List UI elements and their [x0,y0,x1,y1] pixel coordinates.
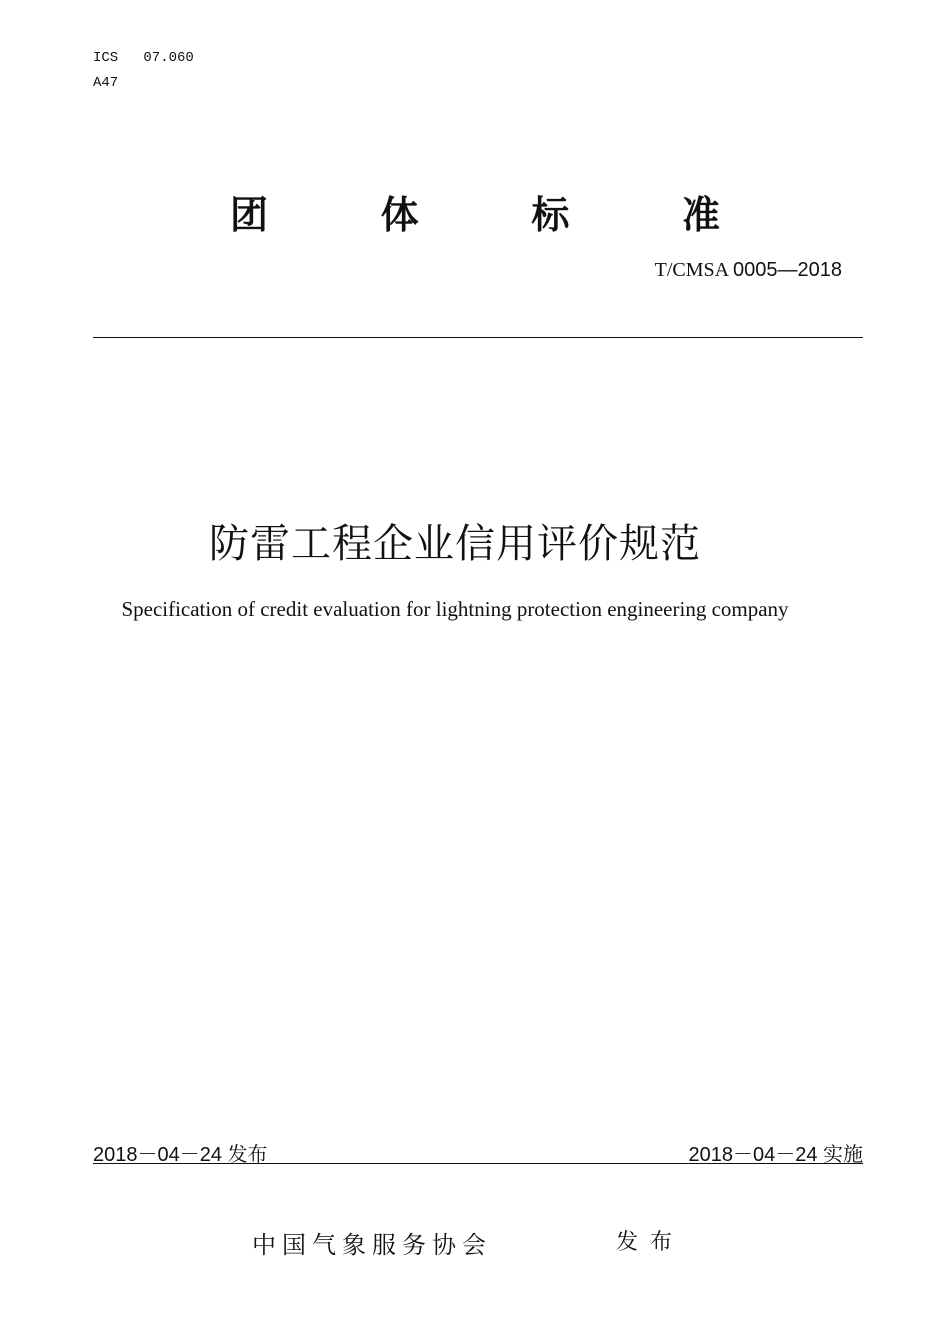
standard-type-char: 标 [531,193,570,237]
ccs-code: A47 [93,75,119,91]
publisher-name: 中国气象服务协会 [252,1231,492,1259]
publish-label: 发布 [616,1230,685,1255]
standard-type-char: 体 [380,193,419,237]
implementation-date: 2018－04－24 实施 [688,1144,863,1166]
classification-codes [93,46,194,96]
standard-type-heading [230,184,720,239]
title-chinese: 防雷工程企业信用评价规范 [209,521,701,567]
title-english: Specification of credit evaluation for lightning protection engineering company [121,597,789,621]
standard-type-char: 团 [230,193,269,237]
standard-number [655,257,842,282]
standard-type-char: 准 [681,193,720,237]
issue-date: 2018－04－24 发布 [93,1144,268,1166]
standard-number-prefix: T/CMSA [654,259,734,281]
standard-number-value: 0005—2018 [733,259,842,281]
bottom-divider [93,1163,863,1164]
ics-code: ICS 07.060 [93,50,194,66]
top-divider [93,337,863,338]
